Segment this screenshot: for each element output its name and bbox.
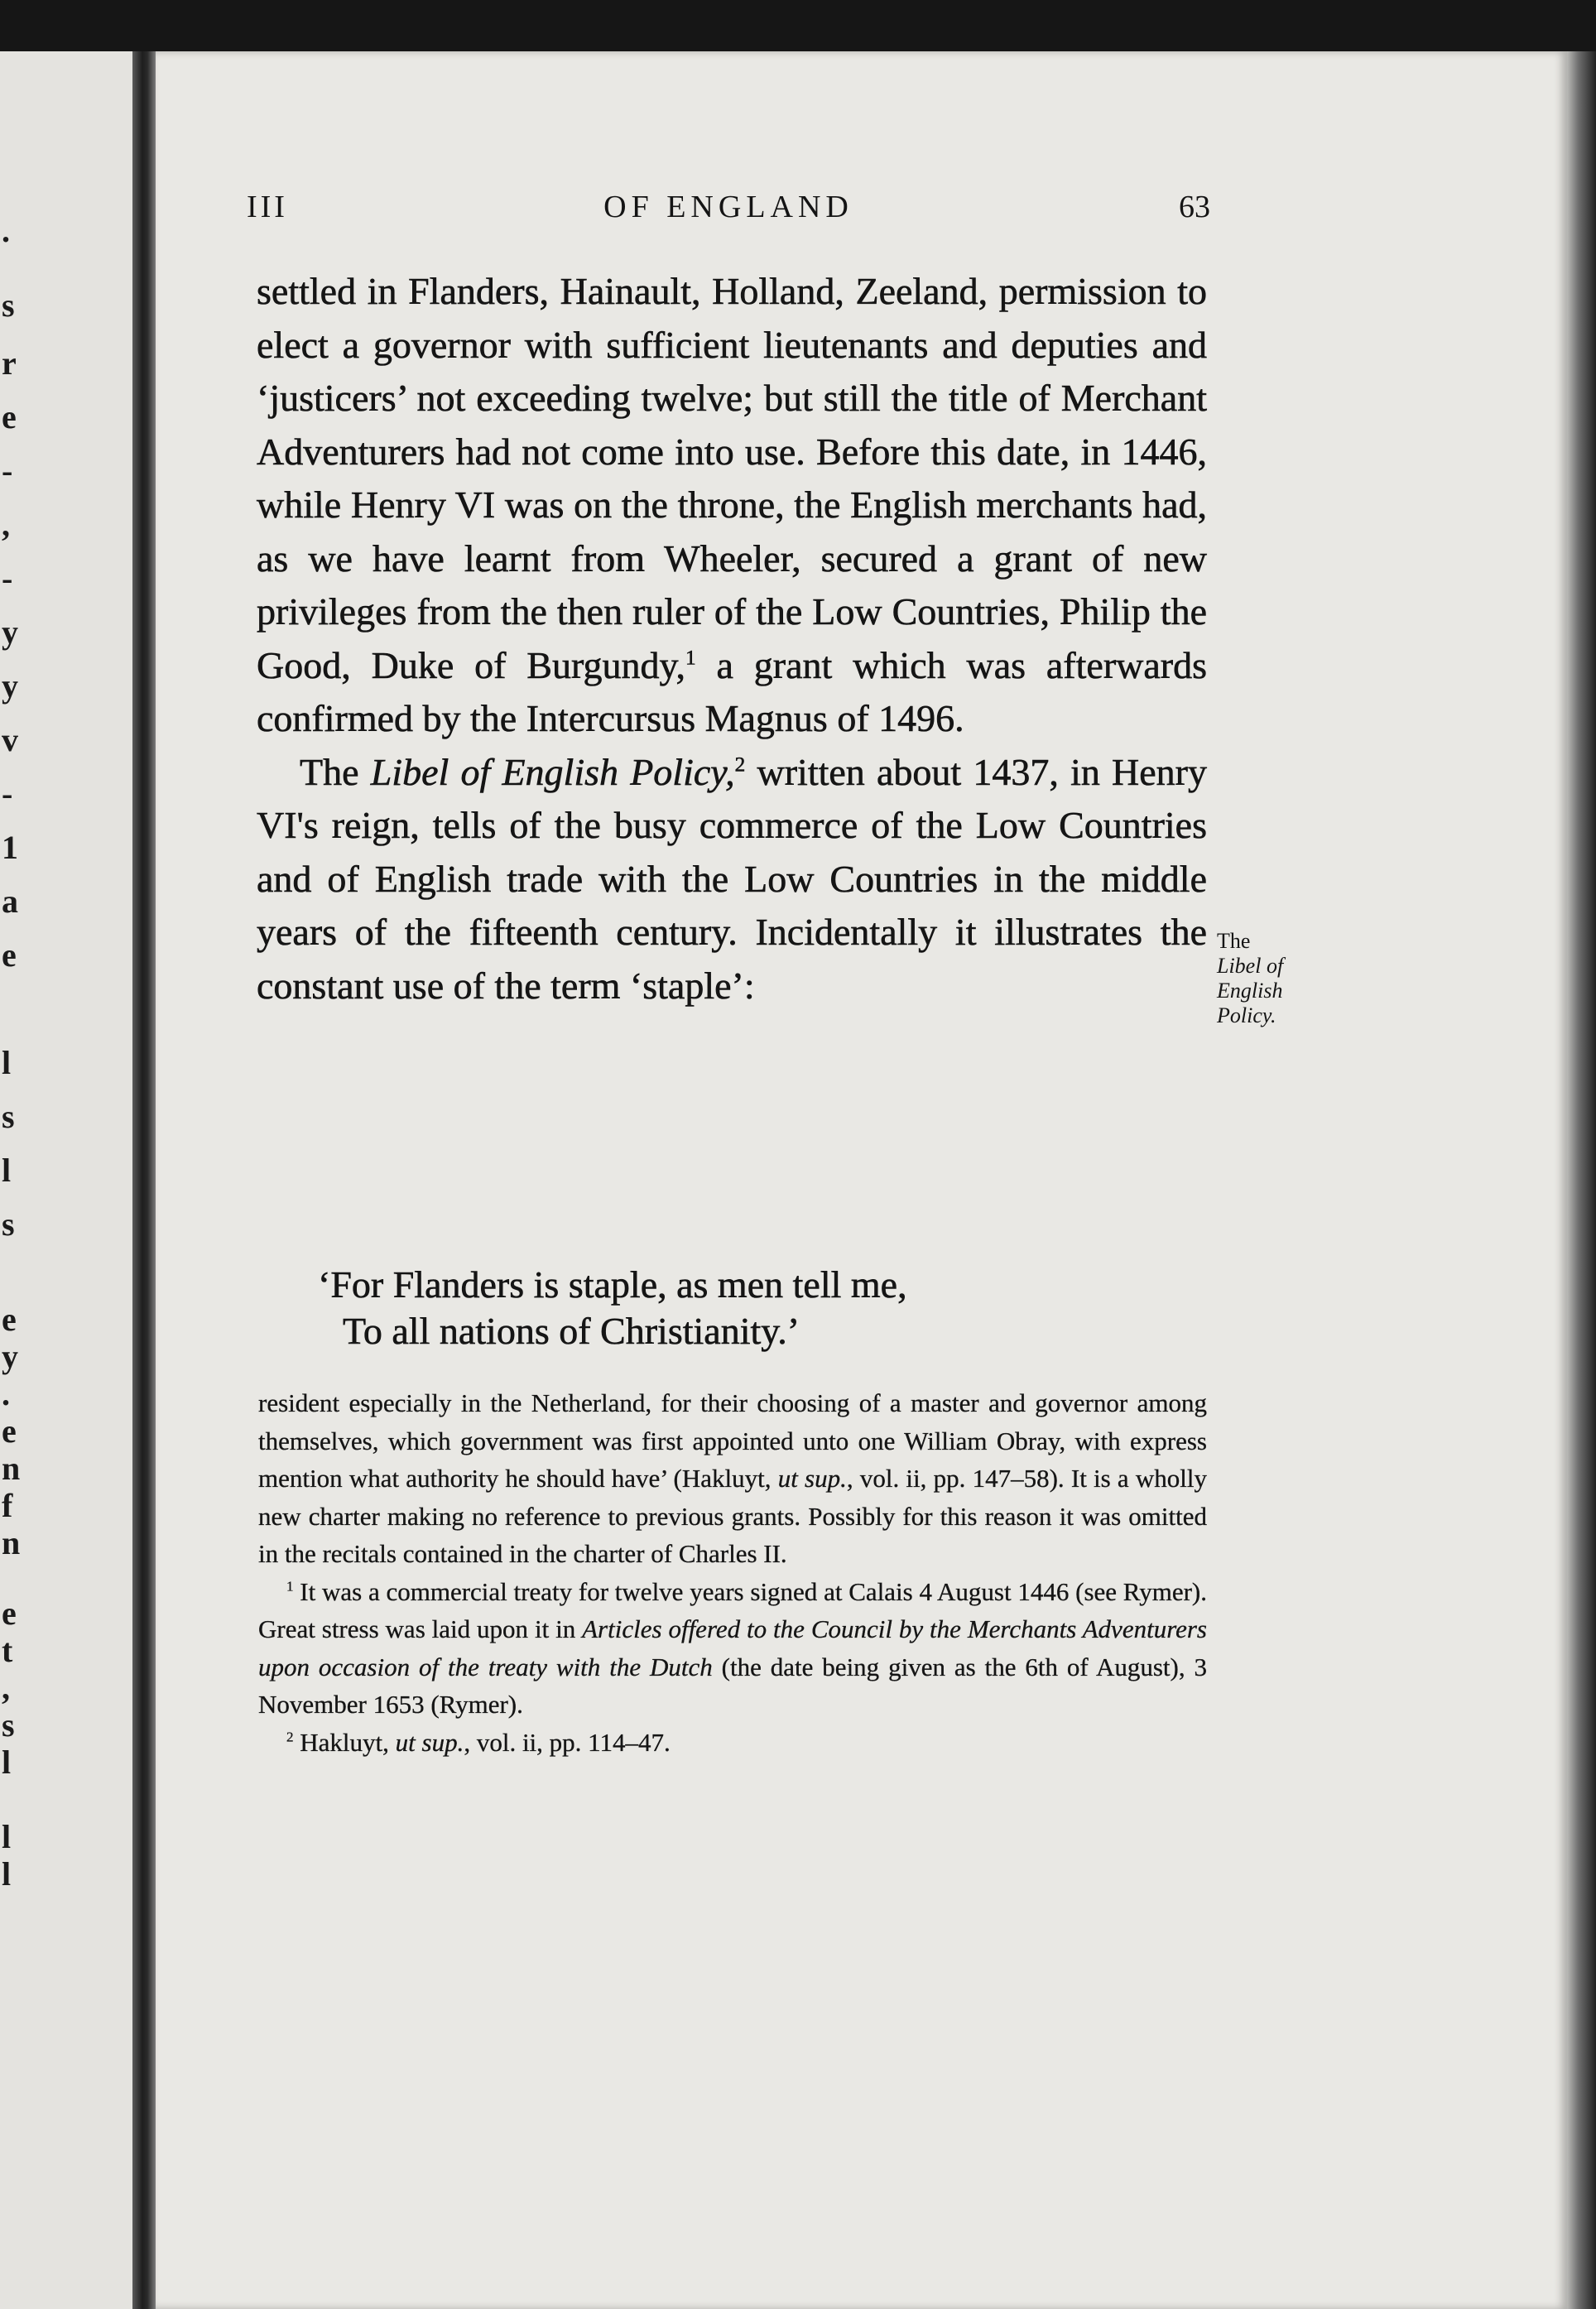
- footnote-ref-2: 2: [734, 753, 746, 777]
- facing-page-fragment: s: [2, 1098, 15, 1135]
- footnote-1: [258, 1573, 1207, 1724]
- page-edge-shadow: [1567, 51, 1596, 2309]
- facing-page-fragment: e: [2, 1301, 17, 1338]
- paragraph-1: [257, 265, 1207, 746]
- paragraph-2-text: written about 1437, in Henry VI's reign, tells of the busy commerce of the Low Countries and of English trade with the Low Countries in the middle years of the fifteenth century. Incidentally it illustrates the constant use of the term ‘staple’:: [257, 750, 1208, 1007]
- facing-page-fragment: -: [2, 775, 13, 812]
- facing-page-fragment: -: [2, 452, 13, 489]
- margin-note-title: Libel of English Policy.: [1217, 954, 1284, 1027]
- footnote-cont-text-a: resident especially in the Netherland, for their choosing of a master and governor among themselves, which government was first appointed unto one William Obray, with express mention what authority he should have’ (Hakluyt,: [258, 1388, 1207, 1493]
- footnote-2-mark: 2: [286, 1729, 294, 1745]
- paragraph-2: [257, 746, 1207, 1013]
- facing-page-edge: [0, 51, 142, 2309]
- facing-page-fragment: s: [2, 1205, 15, 1243]
- facing-page-fragment: e: [2, 936, 17, 974]
- facing-page-fragment: f: [2, 1487, 13, 1524]
- footnote-continuation: [258, 1384, 1207, 1573]
- footnotes: [258, 1384, 1207, 1761]
- facing-page-fragment: n: [2, 1450, 21, 1487]
- facing-page-fragment: l: [2, 1855, 12, 1893]
- margin-note-the: The: [1217, 929, 1251, 953]
- facing-page-fragment: ,: [2, 506, 10, 543]
- margin-note: [1217, 929, 1324, 1028]
- facing-page-fragment: v: [2, 721, 18, 758]
- paragraph-1-text: settled in Flanders, Hainault, Holland, Zeeland, permission to elect a governor with sufficient lieutenants and deputies and ‘justicers’ not exceeding twelve; but still the title of Merchant Adventurers had not come into use. Before this date, in 1446, while Henry VI was on the throne, the English merchants had, as we have learnt from Wheeler, secured a grant of new privileges from the then ruler of the Low Countries, Philip the Good, Duke of Burgundy,: [257, 270, 1207, 686]
- footnote-1-text-a: It was a commercial treaty for twelve years signed at Calais 4 August 1446 (see Rymer). Great stress was laid upon it in: [258, 1576, 1207, 1643]
- facing-page-fragment: t: [2, 1632, 13, 1669]
- footnote-1-italic: Articles offered to the Council by the Merchants Adventurers upon occasion of the treaty with the Dutch: [258, 1614, 1207, 1681]
- facing-page-fragment: s: [2, 286, 15, 324]
- facing-page-fragment: y: [2, 613, 18, 651]
- running-head: [247, 189, 1210, 238]
- verse-quotation: [318, 1262, 1146, 1354]
- verse-line-2: To all nations of Christianity.’: [343, 1310, 800, 1352]
- footnote-cont-ut-sup: ut sup.: [777, 1464, 847, 1493]
- verse-line-1: ‘For Flanders is staple, as men tell me,: [318, 1263, 907, 1306]
- book-gutter: [132, 51, 157, 2309]
- facing-page-fragment: e: [2, 1412, 17, 1450]
- facing-page-fragment: a: [2, 883, 18, 920]
- footnote-cont-text-b: , vol. ii, pp. 147–58). It is a wholly new charter making no reference to previous grants. Possibly for this reason it was omitted in the recitals contained in the charter of Charles II.: [258, 1464, 1207, 1568]
- facing-page-fragment: e: [2, 1595, 17, 1632]
- facing-page-fragment: -: [2, 560, 13, 597]
- page-number: 63: [1179, 190, 1210, 224]
- paragraph-1-tail: a grant which was afterwards confirmed by the Intercursus Magnus of 1496.: [257, 643, 1208, 739]
- book-title-libel: Libel of English Policy,: [370, 750, 735, 793]
- facing-page-fragment: s: [2, 1706, 15, 1744]
- footnote-2-ut-sup: ut sup.: [395, 1727, 464, 1757]
- facing-page-fragment: 1: [2, 829, 18, 866]
- paragraph-2-start: The: [300, 750, 371, 793]
- chapter-number: III: [247, 190, 288, 224]
- footnote-ref-1: 1: [685, 646, 696, 670]
- facing-page-fragment: y: [2, 1338, 18, 1375]
- facing-page-fragment: .: [2, 212, 10, 249]
- facing-page-fragment: r: [2, 344, 17, 382]
- facing-page-fragment: l: [2, 1744, 12, 1781]
- facing-page-fragment: e: [2, 398, 17, 435]
- footnote-1-mark: 1: [286, 1578, 294, 1595]
- footnote-2-text-a: Hakluyt,: [293, 1727, 396, 1757]
- facing-page-fragment: .: [2, 1375, 10, 1412]
- footnote-2-text-b: , vol. ii, pp. 114–47.: [464, 1727, 671, 1757]
- footnote-1-text-b: (the date being given as the 6th of August), 3 November 1653 (Rymer).: [258, 1652, 1207, 1719]
- footnote-2: [258, 1724, 1207, 1762]
- facing-page-fragment: ,: [2, 1669, 10, 1706]
- facing-page-fragment: y: [2, 667, 18, 705]
- running-title: OF ENGLAND: [603, 190, 853, 224]
- scan-top-border: [0, 0, 1596, 58]
- facing-page-fragment: l: [2, 1818, 12, 1855]
- main-text: [257, 265, 1207, 1013]
- facing-page-fragment: l: [2, 1152, 12, 1189]
- facing-page-fragment: l: [2, 1044, 12, 1081]
- facing-page-fragment: n: [2, 1524, 21, 1561]
